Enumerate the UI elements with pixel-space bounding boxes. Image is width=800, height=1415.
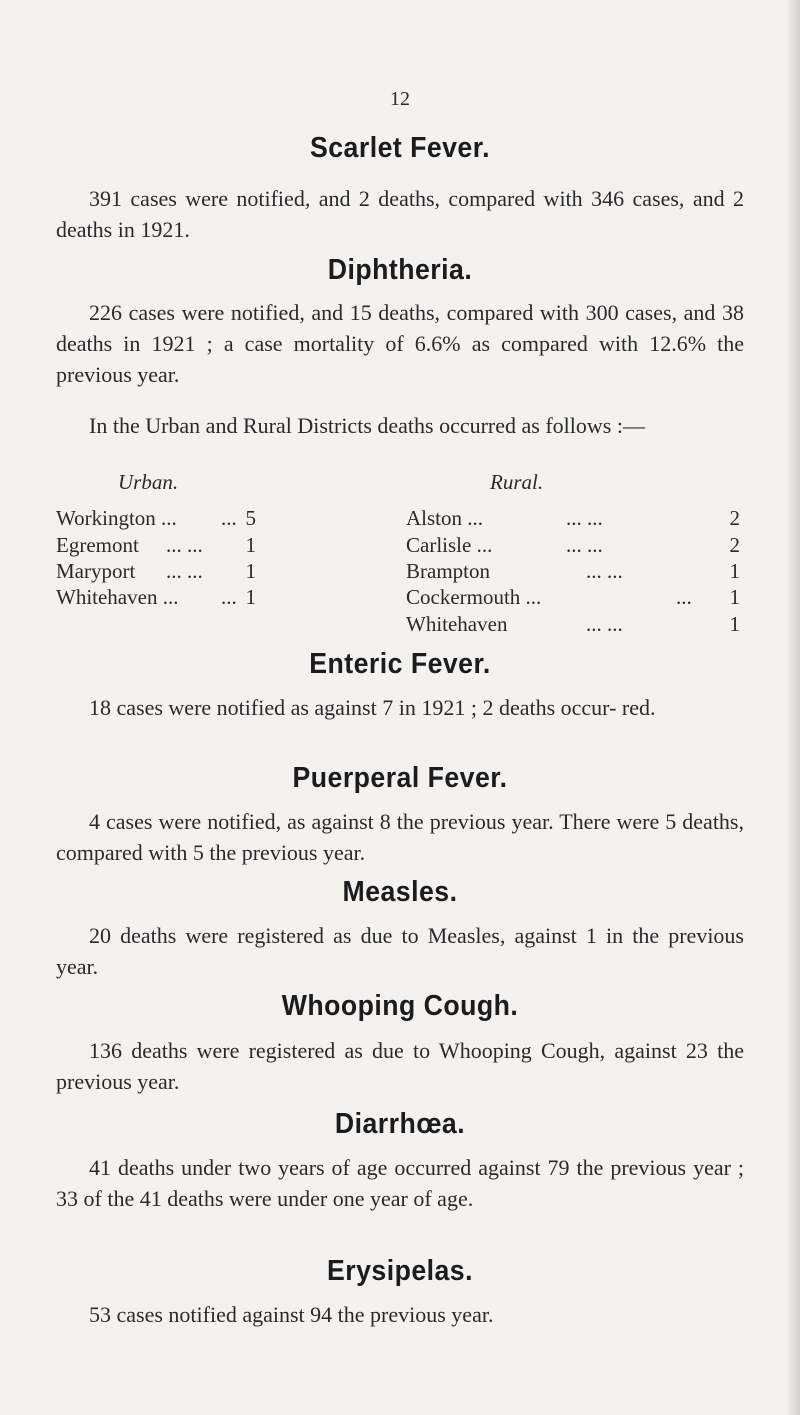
- page-edge-shadow: [786, 0, 800, 1415]
- paragraph-whooping-cough: 136 deaths were registered as due to Whooping Cough, against 23 the previous year.: [56, 1038, 744, 1094]
- leader-dots: ... ...: [166, 559, 203, 583]
- district-name: Alston ...: [406, 506, 484, 530]
- district-name: Brampton: [406, 559, 490, 583]
- district-name: Maryport: [56, 559, 136, 583]
- leader-dots: ... ...: [586, 612, 623, 636]
- leader-dots: ...: [221, 585, 237, 609]
- district-name: Whitehaven: [406, 612, 508, 636]
- rural-column-heading: Rural.: [490, 470, 544, 494]
- district-name: Egremont: [56, 533, 139, 557]
- paragraph-districts-intro: In the Urban and Rural Districts deaths occurred as follows :—: [89, 413, 645, 438]
- death-count: 1: [245, 585, 256, 609]
- paragraph-scarlet-fever: 391 cases were notified, and 2 deaths, compared with 346 cases, and 2 deaths in 1921.: [56, 186, 744, 242]
- death-count: 1: [245, 559, 256, 583]
- death-count: 2: [729, 506, 740, 530]
- district-name: Cockermouth ...: [406, 585, 542, 609]
- heading-whooping-cough: Whooping Cough.: [281, 990, 519, 1022]
- death-count: 1: [729, 585, 740, 609]
- paragraph-diphtheria: 226 cases were notified, and 15 deaths, compared with 300 cases, and 38 deaths in 1921 ; a case mortality of 6.6% as compared with 12.6% the previous year.: [56, 300, 744, 387]
- paragraph-diarrhoea: 41 deaths under two years of age occurred against 79 the previous year ; 33 of the 41 deaths were under one year of age.: [56, 1155, 744, 1211]
- paragraph-measles: 20 deaths were registered as due to Measles, against 1 in the previous year.: [56, 923, 744, 979]
- death-count: 5: [245, 506, 256, 530]
- leader-dots: ... ...: [166, 533, 203, 557]
- heading-scarlet-fever: Scarlet Fever.: [309, 132, 490, 164]
- district-name: Carlisle ...: [406, 533, 493, 557]
- death-count: 2: [729, 533, 740, 557]
- death-count: 1: [729, 559, 740, 583]
- heading-puerperal-fever: Puerperal Fever.: [292, 762, 508, 794]
- leader-dots: ... ...: [566, 533, 603, 557]
- district-name: Workington ...: [56, 506, 177, 530]
- heading-diphtheria: Diphtheria.: [327, 254, 473, 286]
- heading-measles: Measles.: [342, 876, 458, 908]
- leader-dots: ...: [221, 506, 237, 530]
- district-name: Whitehaven ...: [56, 585, 179, 609]
- death-count: 1: [729, 612, 740, 636]
- paragraph-puerperal-fever: 4 cases were notified, as against 8 the previous year. There were 5 deaths, compared with 5 the previous year.: [56, 809, 744, 865]
- urban-column-heading: Urban.: [118, 470, 179, 494]
- death-count: 1: [245, 533, 256, 557]
- leader-dots: ... ...: [566, 506, 603, 530]
- heading-diarrhoea: Diarrhœa.: [334, 1108, 466, 1140]
- heading-enteric-fever: Enteric Fever.: [309, 648, 491, 680]
- leader-dots: ... ...: [586, 559, 623, 583]
- heading-erysipelas: Erysipelas.: [327, 1255, 473, 1287]
- paragraph-enteric-fever: 18 cases were notified as against 7 in 1921 ; 2 deaths occur- red.: [89, 695, 656, 720]
- page-number: 12: [390, 88, 410, 110]
- paragraph-erysipelas: 53 cases notified against 94 the previous year.: [89, 1302, 494, 1327]
- leader-dots: ...: [676, 585, 692, 609]
